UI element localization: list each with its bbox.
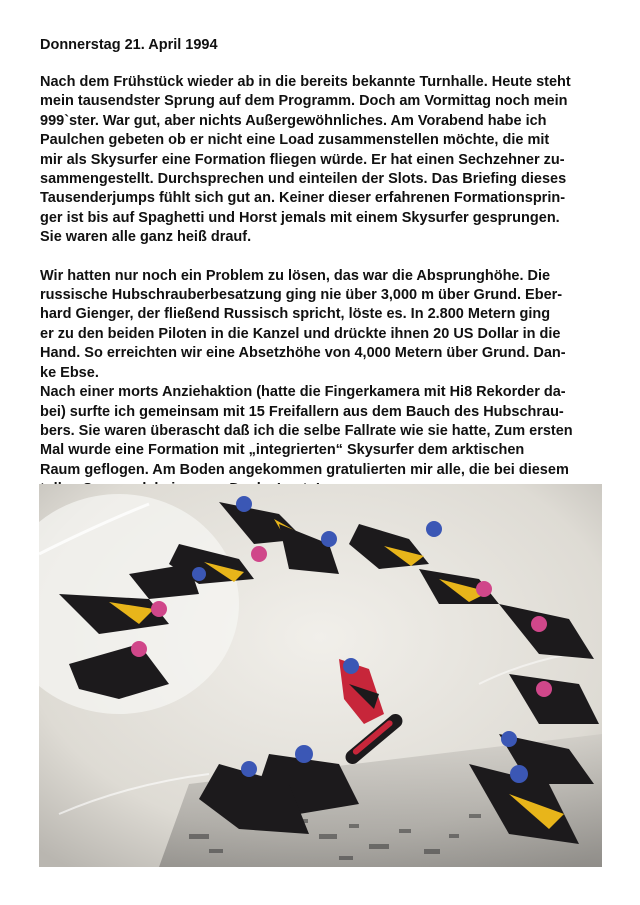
text-line: bers. Sie waren überascht daß ich die selbe Fallrate wie sie hatte, Zum ersten xyxy=(40,422,573,439)
text-line: Hand. So erreichten wir eine Absetzhöhe von 4,000 Metern über Grund. Dan- xyxy=(40,345,566,362)
text-line: Nach einer morts Anziehaktion (hatte die Fingerkamera mit Hi8 Rekorder da- xyxy=(40,384,566,401)
skydiving-formation-photo xyxy=(39,484,602,867)
paragraph-gap xyxy=(40,248,605,267)
date-heading: Donnerstag 21. April 1994 xyxy=(40,37,218,53)
text-line: er zu den beiden Piloten in die Kanzel und drückte ihnen 20 US Dollar in die xyxy=(40,325,561,342)
text-line: 999`ster. War gut, aber nichts Außergewöhnliches. Am Vorabend habe ich xyxy=(40,112,547,129)
text-line: Mal wurde eine Formation mit „integrierten“ Skysurfer dem arktischen xyxy=(40,442,525,459)
text-line: ger ist bis auf Spaghetti und Horst jemals mit einem Skysurfer gesprungen. xyxy=(40,209,560,226)
text-line: Raum geflogen. Am Boden angekommen gratulierten mir alle, die bei diesem xyxy=(40,461,569,478)
text-line: Wir hatten nur noch ein Problem zu lösen, das war die Absprunghöhe. Die xyxy=(40,267,551,284)
paragraph-2 xyxy=(40,267,605,500)
text-line: sammengestellt. Durchsprechen und einteilen der Slots. Das Briefing dieses xyxy=(40,171,567,188)
text-line: ke Ebse. xyxy=(40,364,99,381)
text-line: Paulchen gebeten ob er nicht eine Load zusammenstellen möchte, die mit xyxy=(40,132,550,149)
text-line: Sie waren alle ganz heiß drauf. xyxy=(40,229,252,246)
text-line: bei) surfte ich gemeinsam mit 15 Freifallern aus dem Bauch des Hubschrau- xyxy=(40,403,564,420)
text-line: Tausenderjumps fühlt sich gut an. Keiner dieser erfahrenen Formationsprin- xyxy=(40,190,566,207)
text-line: Nach dem Frühstück wieder ab in die bereits bekannte Turnhalle. Heute steht xyxy=(40,74,571,90)
paragraph-1 xyxy=(40,73,605,248)
text-line: hard Gienger, der fließend Russisch spricht, löste es. In 2.800 Metern ging xyxy=(40,306,551,323)
text-line: russische Hubschrauberbesatzung ging nie über 3,000 m über Grund. Eber- xyxy=(40,287,563,304)
text-line: mein tausendster Sprung auf dem Programm. Doch am Vormittag noch mein xyxy=(40,93,568,110)
document-page xyxy=(40,36,605,500)
photo-illustration xyxy=(39,484,602,867)
text-line: mir als Skysurfer eine Formation fliegen würde. Er hat einen Sechzehner zu- xyxy=(40,151,565,168)
